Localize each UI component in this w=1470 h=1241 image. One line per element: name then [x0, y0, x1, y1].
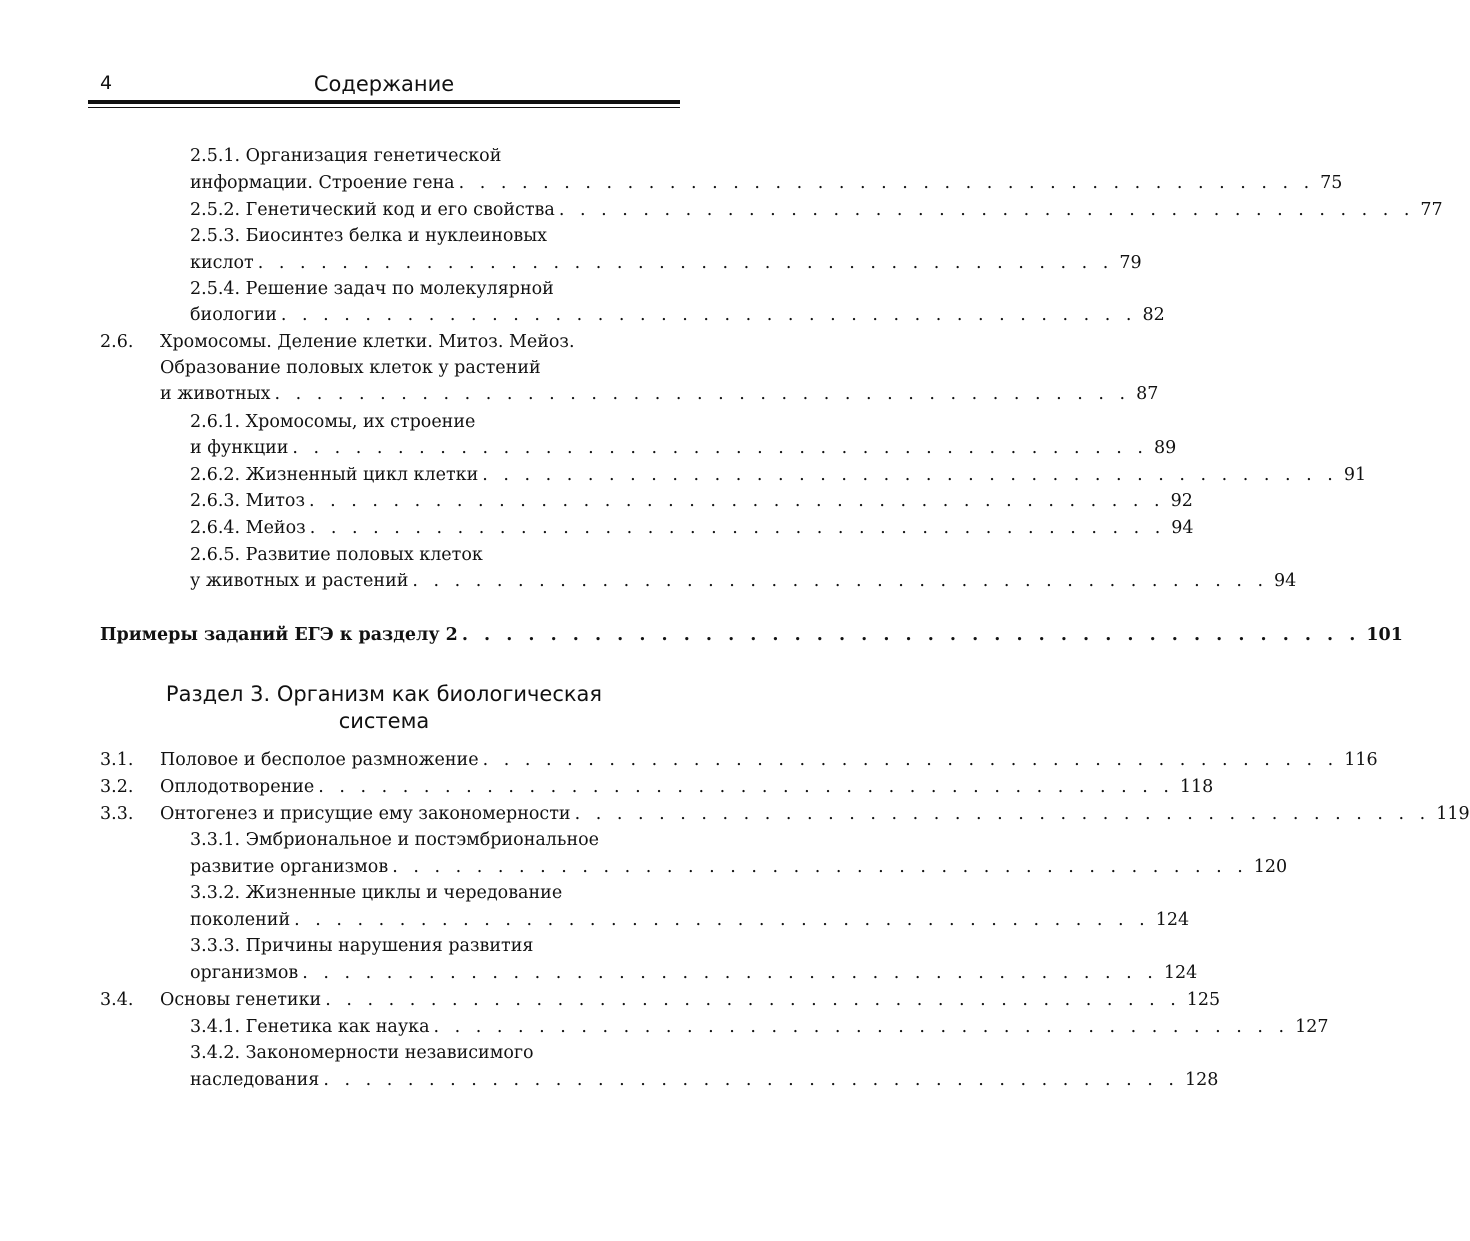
- toc-page-number: 124: [1150, 907, 1189, 933]
- dot-leader: . . . . . . . . . . . . . . . . . . . . . . . . . . . . . . . . . . . . . . . . .: [558, 200, 1415, 220]
- toc-page-number: 92: [1165, 488, 1193, 514]
- toc-entry-3-4-2[interactable]: [190, 1067, 1219, 1093]
- toc-entry-2-5-2[interactable]: [190, 197, 1443, 223]
- toc-entry-2-5-1[interactable]: [190, 170, 1343, 196]
- dot-leader: . . . . . . . . . . . . . . . . . . . . . . . . . . . . . . . . . . . . . . . . .: [274, 384, 1131, 404]
- dot-leader: . . . . . . . . . . . . . . . . . . . . . . . . . . . . . . . . . . . . . . . . .: [257, 253, 1114, 273]
- toc-page-number: 119: [1430, 801, 1469, 827]
- toc-page-number: 82: [1136, 302, 1164, 328]
- toc-entry-text: 2.5.2. Генетический код и его свойства: [190, 197, 559, 223]
- toc-page-number: 75: [1314, 170, 1342, 196]
- toc-page-number: 91: [1338, 462, 1366, 488]
- toc-entry-2-5-3-line1: 2.5.3. Биосинтез белка и нуклеиновых: [190, 226, 548, 246]
- toc-page-number: 128: [1179, 1067, 1218, 1093]
- dot-leader: . . . . . . . . . . . . . . . . . . . . . . . . . . . . . . . . . . . . . . . . .: [482, 465, 1338, 485]
- page-number: 4: [100, 72, 113, 94]
- toc-entry-text: и животных: [160, 381, 275, 407]
- toc-entry-text: 2.6.2. Жизненный цикл клетки: [190, 462, 482, 488]
- dot-leader: . . . . . . . . . . . . . . . . . . . . . . . . . . . . . . . . . . . . . . . . .: [309, 491, 1165, 511]
- toc-page-number: 118: [1174, 774, 1213, 800]
- toc-entry-text: биологии: [190, 302, 281, 328]
- dot-leader: . . . . . . . . . . . . . . . . . . . . . . . . . . . . . . . . . . . . . . . . .: [325, 990, 1181, 1010]
- toc-number-2-6: 2.6.: [100, 332, 134, 352]
- toc-entry-2-6-5-line1: 2.6.5. Развитие половых клеток: [190, 545, 483, 565]
- toc-entry-text: Половое и бесполое размножение: [160, 747, 483, 773]
- toc-entry-2-6-5[interactable]: [190, 568, 1297, 594]
- toc-entry-2-6-3[interactable]: [190, 488, 1193, 514]
- toc-entry-3-4-2-line1: 3.4.2. Закономерности независимого: [190, 1043, 534, 1063]
- toc-entry-text: 3.4.1. Генетика как наука: [190, 1014, 434, 1040]
- toc-page-number: 94: [1268, 568, 1296, 594]
- toc-entry-3-3-3[interactable]: [190, 960, 1198, 986]
- toc-page-number: 120: [1248, 854, 1287, 880]
- toc-entry-2-5-4[interactable]: [190, 302, 1165, 328]
- toc-entry-2-6[interactable]: [160, 381, 1159, 407]
- toc-entry-2-5-1-line1: 2.5.1. Организация генетической: [190, 146, 502, 166]
- toc-number-3-4: 3.4.: [100, 990, 134, 1010]
- toc-entry-text: и функции: [190, 435, 292, 461]
- dot-leader: . . . . . . . . . . . . . . . . . . . . . . . . . . . . . . . . . . . . . . . . .: [302, 963, 1158, 983]
- dot-leader: . . . . . . . . . . . . . . . . . . . . . . . . . . . . . . . . . . . . . . . . .: [461, 625, 1361, 645]
- toc-page-number: 94: [1165, 515, 1193, 541]
- toc-entry-2-5-4-line1: 2.5.4. Решение задач по молекулярной: [190, 279, 554, 299]
- toc-page-number: 127: [1289, 1014, 1328, 1040]
- toc-entry-2-6-1-line1: 2.6.1. Хромосомы, их строение: [190, 412, 476, 432]
- toc-entry-text: развитие организмов: [190, 854, 392, 880]
- toc-entry-3-3-3-line1: 3.3.3. Причины нарушения развития: [190, 936, 534, 956]
- toc-entry-3-3-1[interactable]: [190, 854, 1288, 880]
- toc-page-number: 101: [1360, 622, 1403, 648]
- toc-entry-text: наследования: [190, 1067, 323, 1093]
- running-title: Содержание: [313, 72, 455, 96]
- dot-leader: . . . . . . . . . . . . . . . . . . . . . . . . . . . . . . . . . . . . . . . . .: [574, 804, 1431, 824]
- dot-leader: . . . . . . . . . . . . . . . . . . . . . . . . . . . . . . . . . . . . . . . . .: [433, 1017, 1290, 1037]
- toc-entry-text: информации. Строение гена: [190, 170, 459, 196]
- toc-entry-text: поколений: [190, 907, 294, 933]
- header-rule-thin: [88, 107, 680, 108]
- dot-leader: . . . . . . . . . . . . . . . . . . . . . . . . . . . . . . . . . . . . . . . . .: [482, 750, 1339, 770]
- dot-leader: . . . . . . . . . . . . . . . . . . . . . . . . . . . . . . . . . . . . . . . . .: [280, 305, 1137, 325]
- dot-leader: . . . . . . . . . . . . . . . . . . . . . . . . . . . . . . . . . . . . . . . . .: [323, 1070, 1179, 1090]
- toc-entry-2-6-2[interactable]: [190, 462, 1367, 488]
- dot-leader: . . . . . . . . . . . . . . . . . . . . . . . . . . . . . . . . . . . . . . . . .: [294, 910, 1150, 930]
- dot-leader: . . . . . . . . . . . . . . . . . . . . . . . . . . . . . . . . . . . . . . . . .: [412, 571, 1269, 591]
- dot-leader: . . . . . . . . . . . . . . . . . . . . . . . . . . . . . . . . . . . . . . . . .: [392, 857, 1248, 877]
- toc-entry-2-6-4[interactable]: [190, 515, 1194, 541]
- toc-entry-3-4-1[interactable]: [190, 1014, 1329, 1040]
- toc-entry-3-4[interactable]: [160, 987, 1221, 1013]
- toc-entry-text: у животных и растений: [190, 568, 412, 594]
- dot-leader: . . . . . . . . . . . . . . . . . . . . . . . . . . . . . . . . . . . . . . . . .: [292, 438, 1148, 458]
- toc-entry-2-5-3[interactable]: [190, 250, 1142, 276]
- toc-entry-text: Онтогенез и присущие ему закономерности: [160, 801, 575, 827]
- section-heading-line2: система: [338, 709, 430, 733]
- toc-entry-2-6-line2: Образование половых клеток у растений: [160, 358, 541, 378]
- toc-page-number: 124: [1158, 960, 1197, 986]
- dot-leader: . . . . . . . . . . . . . . . . . . . . . . . . . . . . . . . . . . . . . . . . .: [458, 173, 1315, 193]
- toc-page-number: 125: [1181, 987, 1220, 1013]
- toc-entry-text: 2.6.4. Мейоз: [190, 515, 310, 541]
- toc-number-3-1: 3.1.: [100, 750, 134, 770]
- dot-leader: . . . . . . . . . . . . . . . . . . . . . . . . . . . . . . . . . . . . . . . . .: [309, 518, 1166, 538]
- toc-page-number: 87: [1130, 381, 1158, 407]
- toc-entry-text: кислот: [190, 250, 258, 276]
- toc-entry-text: Основы генетики: [160, 987, 325, 1013]
- toc-entry-2-6-1[interactable]: [190, 435, 1177, 461]
- toc-page-number: 116: [1338, 747, 1377, 773]
- header-rule-thick: [88, 100, 680, 104]
- section-heading-line1: Раздел 3. Организм как биологическая: [165, 682, 603, 706]
- toc-entry-3-2[interactable]: [160, 774, 1214, 800]
- toc-entry-3-3-2-line1: 3.3.2. Жизненные циклы и чередование: [190, 883, 563, 903]
- toc-entry-3-3[interactable]: [160, 801, 1470, 827]
- toc-entry-text: организмов: [190, 960, 302, 986]
- dot-leader: . . . . . . . . . . . . . . . . . . . . . . . . . . . . . . . . . . . . . . . . .: [318, 777, 1174, 797]
- page-header: [0, 60, 768, 110]
- toc-entry-examples[interactable]: [100, 622, 1403, 648]
- toc-page-number: 79: [1113, 250, 1141, 276]
- toc-number-3-2: 3.2.: [100, 777, 134, 797]
- toc-number-3-3: 3.3.: [100, 804, 134, 824]
- toc-entry-3-1[interactable]: [160, 747, 1378, 773]
- toc-entry-text: Оплодотворение: [160, 774, 318, 800]
- toc-entry-3-3-1-line1: 3.3.1. Эмбриональное и постэмбриональное: [190, 830, 600, 850]
- toc-page-number: 89: [1148, 435, 1176, 461]
- toc-entry-3-3-2[interactable]: [190, 907, 1190, 933]
- toc-entry-text: 2.6.3. Митоз: [190, 488, 309, 514]
- toc-page-number: 77: [1414, 197, 1442, 223]
- toc-entry-2-6-line1: Хромосомы. Деление клетки. Митоз. Мейоз.: [160, 332, 575, 352]
- toc-entry-text: Примеры заданий ЕГЭ к разделу 2: [100, 622, 462, 648]
